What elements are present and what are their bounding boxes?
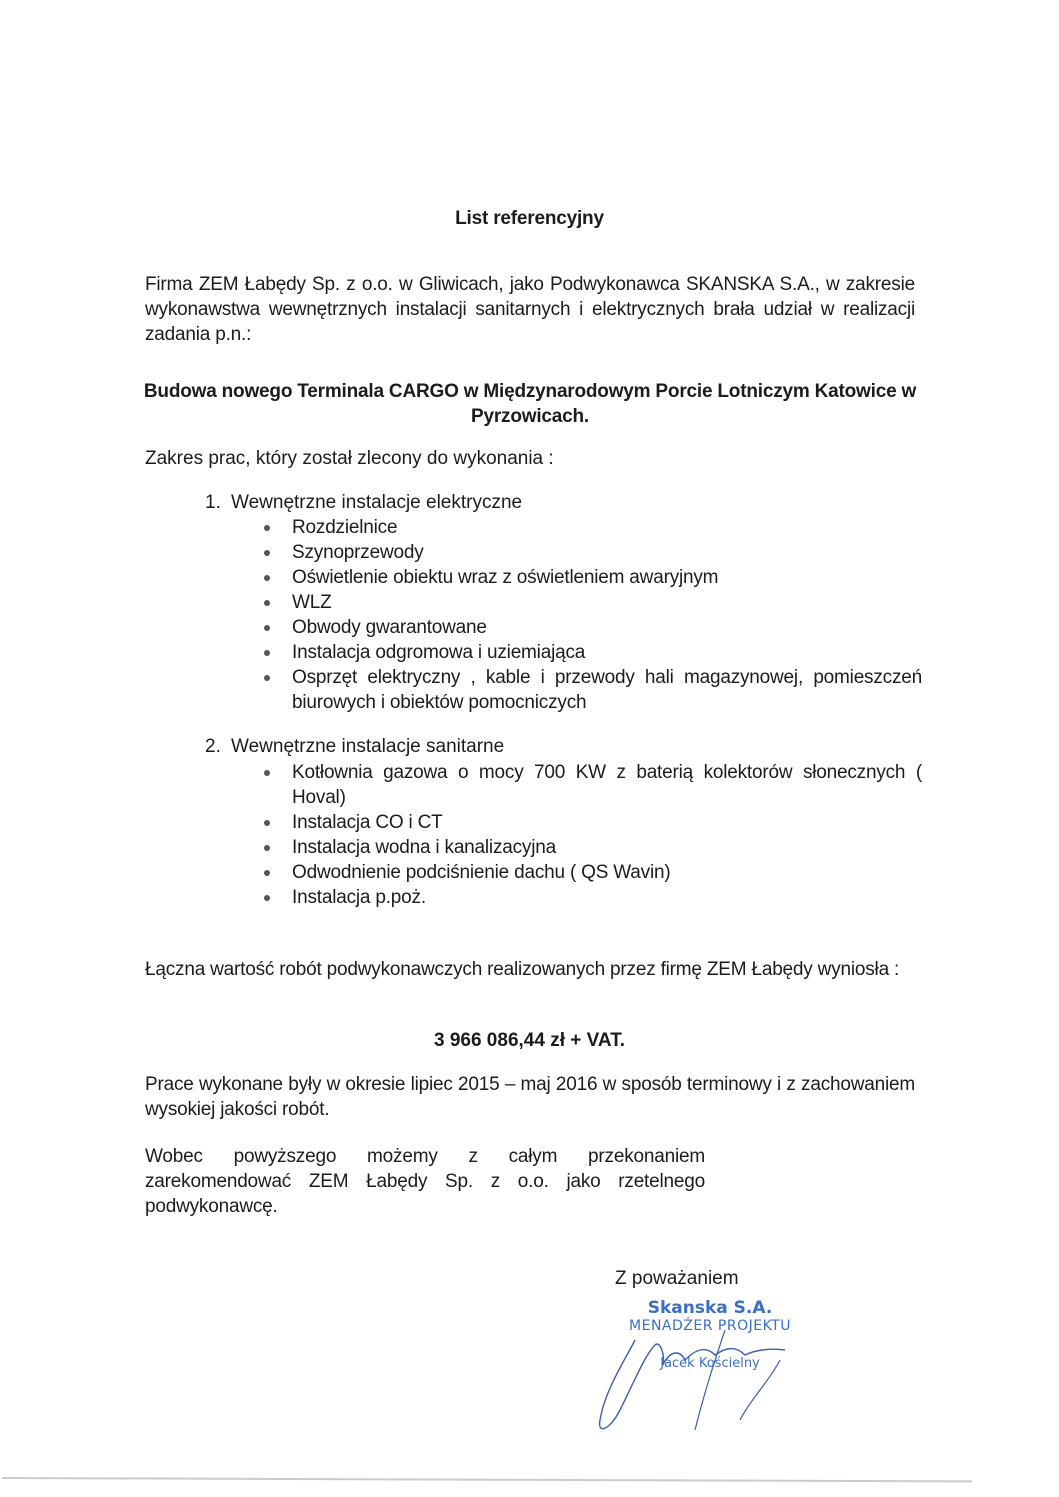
bullet-icon [264, 820, 270, 826]
stamp-company: Skanska S.A. [647, 1298, 773, 1318]
scope-label: Zakres prac, który został zlecony do wykonania : [145, 448, 554, 469]
closing-salutation: Z poważaniem [615, 1268, 739, 1289]
list-item: Obwody gwarantowane [262, 615, 922, 640]
section-title-text: Wewnętrzne instalacje sanitarne [231, 736, 505, 757]
stamp-person: Jacek Kościelny [660, 1356, 760, 1371]
bullet-icon [264, 625, 270, 631]
list-item: Instalacja CO i CT [262, 810, 922, 835]
bullet-icon [264, 845, 270, 851]
list-item: Szynoprzewody [262, 540, 922, 565]
list-item: Odwodnienie podciśnienie dachu ( QS Wavin) [262, 860, 922, 885]
scan-edge-line [2, 1477, 972, 1482]
section-electrical-title [205, 492, 522, 514]
stamp-role: MENADŻER PROJEKTU [629, 1318, 791, 1334]
section-number: 1. [205, 492, 221, 513]
project-name: Budowa nowego Terminala CARGO w Międzynarodowym Porcie Lotniczym Katowice w Pyrzowicach. [143, 381, 917, 427]
sanitary-items-list [262, 760, 922, 910]
total-value-paragraph: Łączna wartość robót podwykonawczych realizowanych przez firmę ZEM Łabędy wyniosła : [145, 959, 900, 980]
bullet-icon [264, 675, 270, 681]
period-paragraph: Prace wykonane były w okresie lipiec 2015 – maj 2016 w sposób terminowy i z zachowaniem wysokiej jakości robót. [145, 1074, 915, 1120]
bullet-icon [264, 575, 270, 581]
list-item: Osprzęt elektryczny , kable i przewody hali magazynowej, pomieszczeń biurowych i obiektów pomocniczych [262, 665, 922, 715]
list-item: Rozdzielnice [262, 515, 922, 540]
bullet-icon [264, 895, 270, 901]
section-title-text: Wewnętrzne instalacje elektryczne [231, 492, 523, 513]
list-item: Instalacja odgromowa i uziemiająca [262, 640, 922, 665]
list-item: Instalacja p.poż. [262, 885, 922, 910]
recommendation-paragraph: Wobec powyższego możemy z całym przekonaniem zarekomendować ZEM Łabędy Sp. z o.o. jako rzetelnego podwykonawcę. [145, 1146, 705, 1217]
electrical-items-list [262, 515, 922, 715]
bullet-icon [264, 525, 270, 531]
list-item: Instalacja wodna i kanalizacyjna [262, 835, 922, 860]
bullet-icon [264, 770, 270, 776]
list-item: Kotłownia gazowa o mocy 700 KW z baterią kolektorów słonecznych ( Hoval) [262, 760, 922, 810]
section-number: 2. [205, 736, 221, 757]
signature-icon [585, 1320, 815, 1440]
list-item: Oświetlenie obiektu wraz z oświetleniem awaryjnym [262, 565, 922, 590]
bullet-icon [264, 600, 270, 606]
document-title: List referencyjny [455, 208, 604, 229]
list-item: WLZ [262, 590, 922, 615]
bullet-icon [264, 550, 270, 556]
intro-paragraph: Firma ZEM Łabędy Sp. z o.o. w Gliwicach, jako Podwykonawca SKANSKA S.A., w zakresie wykonawstwa wewnętrznych instalacji sanitarnych i elektrycznych brała udział w realizacji zadania p.n.: [145, 274, 915, 345]
contract-amount: 3 966 086,44 zł + VAT. [433, 1030, 625, 1051]
bullet-icon [264, 870, 270, 876]
bullet-icon [264, 650, 270, 656]
section-sanitary-title [205, 736, 504, 758]
